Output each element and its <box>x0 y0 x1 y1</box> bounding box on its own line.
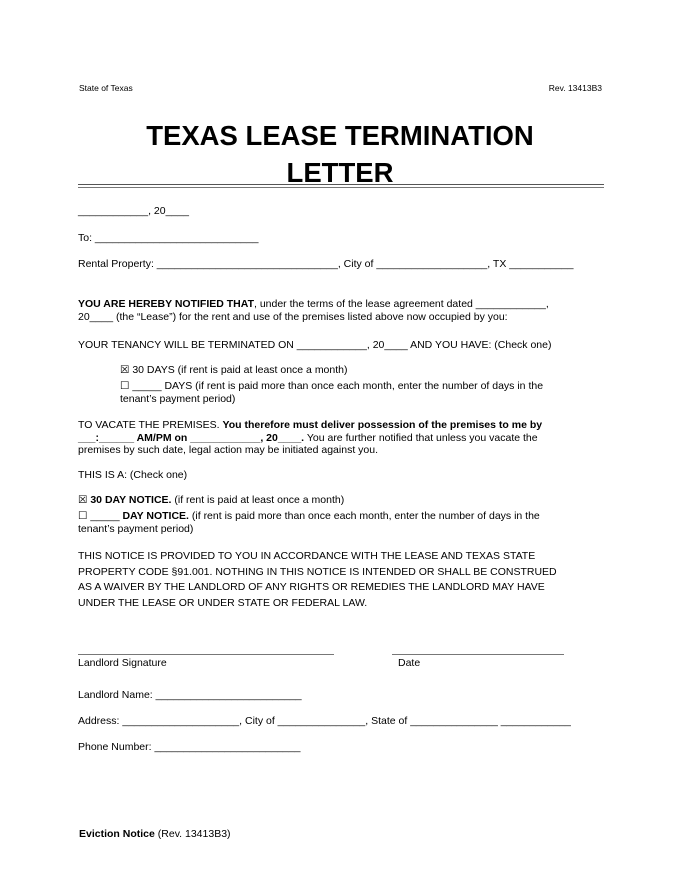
notified-paragraph <box>78 298 606 323</box>
header-rev: Rev. 13413B3 <box>548 83 602 93</box>
date-line: ____________, 20____ <box>78 205 189 217</box>
vacate-paragraph <box>78 419 606 457</box>
vacate-rest-2: You are further notified that unless you vacate the <box>304 431 538 444</box>
date-label: Date <box>398 657 421 669</box>
landlord-signature-label: Landlord Signature <box>78 657 167 669</box>
title-rule <box>78 184 604 188</box>
notice-other-checkbox: ☐ _____ <box>78 510 123 522</box>
legal-line: THIS NOTICE IS PROVIDED TO YOU IN ACCORDANCE WITH THE LEASE AND TEXAS STATE <box>78 550 536 562</box>
legal-line: AS A WAIVER BY THE LANDLORD OF ANY RIGHTS OR REMEDIES THE LANDLORD MAY HAVE <box>78 581 545 593</box>
this-is-a-line: THIS IS A: (Check one) <box>78 469 188 481</box>
option-30-days: ☒ 30 DAYS (if rent is paid at least once a month) <box>120 364 348 376</box>
notice-30-checkbox: ☒ <box>78 494 91 506</box>
notice-other-rest: (if rent is paid more than once each month, enter the number of days in the <box>188 510 540 522</box>
legal-line: PROPERTY CODE §91.001. NOTHING IN THIS NOTICE IS INTENDED OR SHALL BE CONSTRUED <box>78 565 557 578</box>
vacate-bold-1: You therefore must deliver possession of the premises to me by <box>222 419 543 431</box>
notified-rest: , under the terms of the lease agreement dated ____________, <box>253 298 549 310</box>
notice-other-bold: DAY NOTICE. <box>122 510 189 522</box>
legal-paragraph <box>78 549 606 611</box>
page-title <box>0 117 680 191</box>
rental-property-line: Rental Property: _______________________________, City of ___________________, TX ___________ <box>78 258 574 270</box>
date-signature-line <box>392 654 564 655</box>
notified-bold: YOU ARE HEREBY NOTIFIED THAT <box>78 298 254 310</box>
footer-title: Eviction Notice <box>79 828 155 840</box>
notice-30-bold: 30 DAY NOTICE. <box>90 494 172 506</box>
phone-number-line: Phone Number: _________________________ <box>78 741 301 753</box>
notice-other-line-2: tenant’s payment period) <box>78 522 194 535</box>
landlord-signature-line <box>78 654 334 655</box>
footer <box>79 828 231 840</box>
legal-line: UNDER THE LEASE OR UNDER STATE OR FEDERAL LAW. <box>78 596 368 609</box>
to-line: To: ____________________________ <box>78 232 259 244</box>
title-line-2: LETTER <box>286 157 394 188</box>
notice-30-day <box>78 494 606 507</box>
footer-rev: (Rev. 13413B3) <box>154 828 231 840</box>
vacate-bold-2: ___:______ AM/PM on ____________, 20____. <box>78 431 305 444</box>
notified-line-2: 20____ (the “Lease”) for the rent and use of the premises listed above now occupied by you: <box>78 310 508 323</box>
notice-other-day <box>78 510 606 535</box>
notice-30-rest: (if rent is paid at least once a month) <box>171 494 345 506</box>
address-line: Address: ____________________, City of _______________, State of _______________ ____________ <box>78 715 571 727</box>
option-other-days <box>120 380 590 405</box>
header-state: State of Texas <box>79 83 133 93</box>
option-other-days-line-2: tenant’s payment period) <box>120 392 236 405</box>
option-other-days-line-1: ☐ _____ DAYS (if rent is paid more than once each month, enter the number of days in the <box>120 380 544 392</box>
tenancy-line: YOUR TENANCY WILL BE TERMINATED ON ____________, 20____ AND YOU HAVE: (Check one) <box>78 339 552 351</box>
title-line-1: TEXAS LEASE TERMINATION <box>146 120 534 151</box>
vacate-normal: TO VACATE THE PREMISES. <box>78 419 223 431</box>
landlord-name-line: Landlord Name: _________________________ <box>78 689 302 701</box>
vacate-line-3: premises by such date, legal action may be initiated against you. <box>78 444 379 456</box>
